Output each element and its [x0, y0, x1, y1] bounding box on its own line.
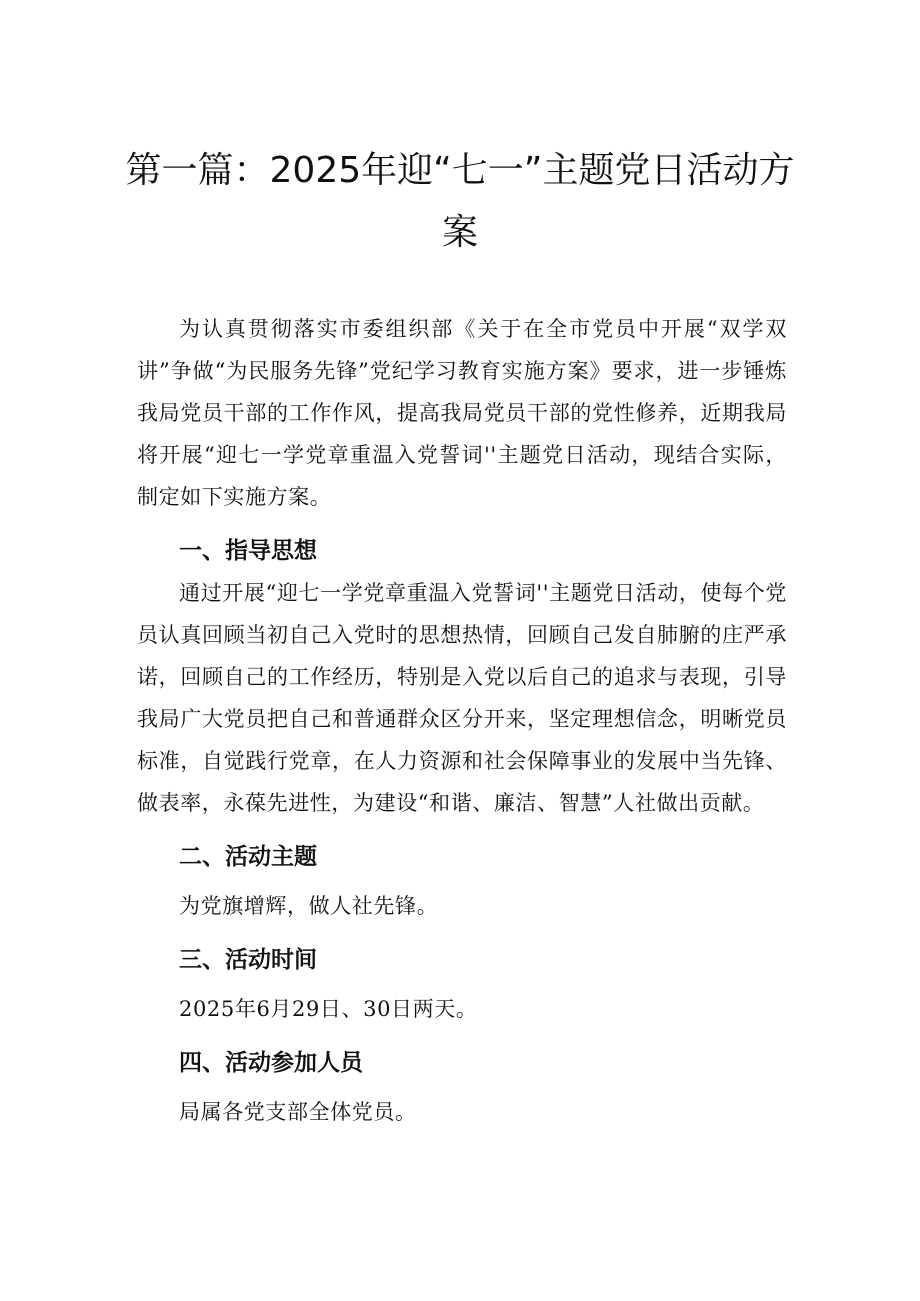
section-text-activity-time: 2025年6月29日、30日两天。 [179, 997, 478, 1021]
section-text-guiding-ideology: 通过开展“迎七一学党章重温入党誓词''主题党日活动，使每个党员认真回顾当初自己入党时的思想热情，回顾自己发自肺腑的庄严承诺，回顾自己的工作经历，特别是入党以后自己的追求与表现，引导我局广大党员把自己和普通群众区分开来，坚定理想信念，明晰党员标准，自觉践行党章，在人力资源和社会保障事业的发展中当先锋、做表率，永葆先进性，为建设“和谐、廉洁、智慧”人社做出贡献。 [137, 581, 787, 815]
intro-paragraph: 为认真贯彻落实市委组织部《关于在全市党员中开展“双学双讲”争做“为民服务先锋”党纪学习教育实施方案》要求，进一步锤炼我局党员干部的工作作风，提高我局党员干部的党性修养，近期我局将开展“迎七一学党章重温入党誓词''主题党日活动，现结合实际，制定如下实施方案。 [137, 317, 787, 509]
section-text-participants: 局属各党支部全体党员。 [179, 1100, 417, 1124]
section-heading-guiding-ideology: 一、指导思想 [179, 538, 317, 564]
section-heading-activity-theme: 二、活动主题 [179, 844, 317, 870]
section-text-activity-theme: 为党旗增辉，做人社先锋。 [179, 894, 439, 918]
section-heading-participants: 四、活动参加人员 [179, 1050, 363, 1076]
document-title: 第一篇：2025年迎“七一”主题党日活动方案 [125, 150, 795, 253]
document-body [137, 308, 787, 1133]
section-heading-activity-time: 三、活动时间 [179, 947, 317, 973]
